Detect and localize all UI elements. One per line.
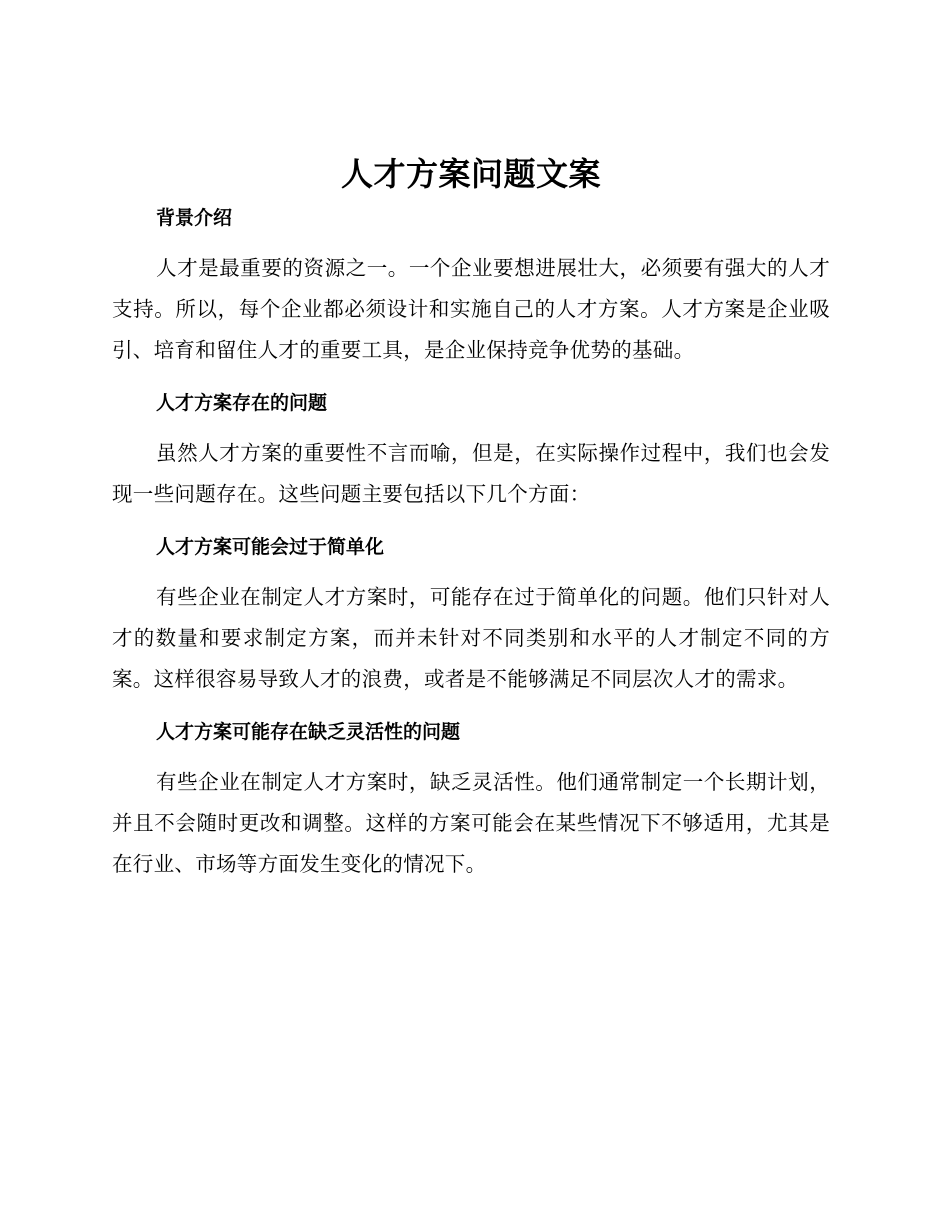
section-paragraph-background: 人才是最重要的资源之一。一个企业要想进展壮大，必须要有强大的人才支持。所以，每个企业都必须设计和实施自己的人才方案。人才方案是企业吸引、培育和留住人才的重要工具，是企业保持竞争优势的基础。 (112, 256, 830, 362)
section-paragraph-problems: 虽然人才方案的重要性不言而喻，但是，在实际操作过程中，我们也会发现一些问题存在。这些问题主要包括以下几个方面： (112, 441, 830, 506)
section-heading-oversimplified: 人才方案可能会过于简单化 (156, 536, 385, 558)
section-heading-problems: 人才方案存在的问题 (156, 392, 328, 414)
document-body (112, 148, 830, 885)
section-heading-background: 背景介绍 (156, 207, 233, 229)
section-paragraph-oversimplified: 有些企业在制定人才方案时，可能存在过于简单化的问题。他们只针对人才的数量和要求制定方案，而并未针对不同类别和水平的人才制定不同的方案。这样很容易导致人才的浪费，或者是不能够满足不同层次人才的需求。 (112, 585, 830, 691)
page-title: 人才方案问题文案 (340, 155, 601, 193)
section-heading-inflexibility: 人才方案可能存在缺乏灵活性的问题 (156, 721, 461, 743)
section-paragraph-inflexibility: 有些企业在制定人才方案时，缺乏灵活性。他们通常制定一个长期计划，并且不会随时更改和调整。这样的方案可能会在某些情况下不够适用，尤其是在行业、市场等方面发生变化的情况下。 (112, 770, 830, 876)
